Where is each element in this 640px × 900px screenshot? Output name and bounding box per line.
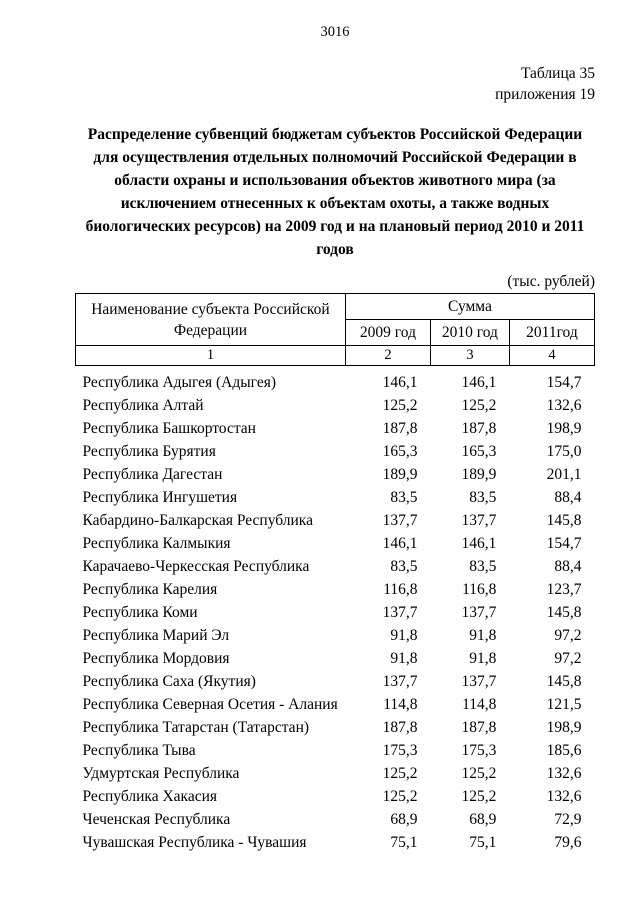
- region-name: Республика Калмыкия: [82, 535, 231, 552]
- amount-value: 145,8: [546, 604, 582, 621]
- amount-value: 198,9: [546, 719, 582, 736]
- table-row: [76, 624, 595, 647]
- amount-value: 137,7: [461, 604, 497, 621]
- table-row: [76, 509, 595, 532]
- table-row: [76, 716, 595, 739]
- table-row: [76, 463, 595, 486]
- table-row: [76, 601, 595, 624]
- region-name: Республика Карелия: [82, 581, 218, 598]
- units-note: (тыс. рублей): [507, 273, 595, 290]
- region-name: Чувашская Республика - Чувашия: [82, 834, 307, 851]
- amount-value: 185,6: [546, 742, 582, 759]
- amount-value: 132,6: [546, 765, 582, 782]
- amount-value: 175,0: [546, 443, 582, 460]
- region-name: Чеченская Республика: [82, 811, 231, 828]
- table-row: [76, 808, 595, 831]
- amount-value: 91,8: [469, 627, 497, 644]
- amount-value: 187,8: [382, 420, 418, 437]
- amount-value: 137,7: [382, 673, 418, 690]
- amount-value: 79,6: [554, 834, 582, 851]
- amount-value: 68,9: [390, 811, 418, 828]
- amount-value: 187,8: [461, 420, 497, 437]
- amount-value: 125,2: [382, 788, 418, 805]
- amount-value: 187,8: [461, 719, 497, 736]
- amount-value: 145,8: [546, 512, 582, 529]
- amount-value: 97,2: [554, 627, 582, 644]
- amount-value: 189,9: [382, 466, 418, 483]
- index-col-3: 3: [431, 346, 510, 366]
- document-title: Распределение субвенций бюджетам субъектов Российской Федерации для осуществления отдельных полномочий Российской Федерации в области охраны и использования объектов животного мира (за исключением отнесенных к объектам охоты, а также водных биологических ресурсов) на 2009 год и на плановый период 2010 и 2011 годов: [85, 126, 585, 258]
- region-name: Республика Дагестан: [82, 466, 223, 483]
- table-row: [76, 693, 595, 716]
- region-name: Республика Северная Осетия - Алания: [82, 696, 338, 713]
- amount-value: 83,5: [390, 558, 418, 575]
- table-row: [76, 394, 595, 417]
- amount-value: 137,7: [461, 512, 497, 529]
- region-name: Республика Татарстан (Татарстан): [82, 719, 310, 736]
- table-row: [76, 555, 595, 578]
- index-col-2: 2: [345, 346, 430, 366]
- region-name: Республика Башкортостан: [82, 420, 256, 437]
- region-name: Республика Мордовия: [82, 650, 230, 667]
- amount-value: 91,8: [390, 627, 418, 644]
- table-reference: [75, 63, 595, 105]
- amount-value: 137,7: [382, 604, 418, 621]
- amount-value: 125,2: [382, 765, 418, 782]
- amount-value: 137,7: [461, 673, 497, 690]
- amount-value: 88,4: [554, 558, 582, 575]
- amount-value: 132,6: [546, 397, 582, 414]
- amount-value: 146,1: [461, 535, 497, 552]
- table-row: [76, 785, 595, 808]
- region-name: Республика Хакасия: [82, 788, 218, 805]
- region-name: Республика Бурятия: [82, 443, 216, 460]
- region-name: Республика Тыва: [82, 742, 196, 759]
- table-row: [76, 440, 595, 463]
- amount-value: 125,2: [461, 765, 497, 782]
- amount-value: 146,1: [461, 374, 497, 391]
- amount-value: 165,3: [382, 443, 418, 460]
- col-header-sum: Сумма: [345, 294, 594, 320]
- amount-value: 154,7: [546, 535, 582, 552]
- amount-value: 187,8: [382, 719, 418, 736]
- amount-value: 154,7: [546, 374, 582, 391]
- amount-value: 116,8: [383, 581, 418, 598]
- amount-value: 121,5: [546, 696, 582, 713]
- amount-value: 114,8: [383, 696, 418, 713]
- amount-value: 88,4: [554, 489, 582, 506]
- region-name: Республика Коми: [82, 604, 198, 621]
- table-row: [76, 532, 595, 555]
- table-row: [76, 647, 595, 670]
- amount-value: 132,6: [546, 788, 582, 805]
- table-row: [76, 739, 595, 762]
- table-row: [76, 366, 595, 395]
- region-name: Республика Саха (Якутия): [82, 673, 256, 690]
- amount-value: 72,9: [554, 811, 582, 828]
- table-row: [76, 417, 595, 440]
- index-col-1: 1: [76, 346, 346, 366]
- amount-value: 165,3: [461, 443, 497, 460]
- annex-label: приложения 19: [495, 86, 595, 103]
- amount-value: 146,1: [382, 535, 418, 552]
- amount-value: 175,3: [461, 742, 497, 759]
- amount-value: 75,1: [469, 834, 497, 851]
- amount-value: 123,7: [546, 581, 582, 598]
- amount-value: 83,5: [469, 489, 497, 506]
- amount-value: 125,2: [461, 397, 497, 414]
- table-row: [76, 486, 595, 509]
- page-number: 3016: [320, 24, 350, 40]
- amount-value: 91,8: [390, 650, 418, 667]
- col-header-region-name: Наименование субъекта Российской Федерации: [76, 294, 346, 346]
- region-name: Карачаево-Черкесская Республика: [82, 558, 310, 575]
- table-label: Таблица 35: [520, 65, 595, 82]
- amount-value: 75,1: [390, 834, 418, 851]
- col-header-2009: 2009 год: [345, 320, 430, 346]
- region-name: Республика Ингушетия: [82, 489, 238, 506]
- amount-value: 198,9: [546, 420, 582, 437]
- amount-value: 83,5: [469, 558, 497, 575]
- table-row: [76, 762, 595, 785]
- table-header: [76, 294, 595, 366]
- subsidies-table: [75, 293, 595, 854]
- amount-value: 91,8: [469, 650, 497, 667]
- table-row: [76, 578, 595, 601]
- amount-value: 83,5: [390, 489, 418, 506]
- amount-value: 97,2: [554, 650, 582, 667]
- index-col-4: 4: [509, 346, 594, 366]
- amount-value: 137,7: [382, 512, 418, 529]
- amount-value: 116,8: [462, 581, 497, 598]
- region-name: Республика Адыгея (Адыгея): [82, 374, 276, 391]
- table-row: [76, 670, 595, 693]
- amount-value: 114,8: [462, 696, 497, 713]
- header-row-main: [76, 294, 595, 320]
- amount-value: 125,2: [461, 788, 497, 805]
- amount-value: 201,1: [546, 466, 582, 483]
- region-name: Кабардино-Балкарская Республика: [82, 512, 313, 529]
- amount-value: 125,2: [382, 397, 418, 414]
- table-row: [76, 831, 595, 854]
- col-header-2010: 2010 год: [431, 320, 510, 346]
- amount-value: 145,8: [546, 673, 582, 690]
- col-header-2011: 2011год: [509, 320, 594, 346]
- amount-value: 68,9: [469, 811, 497, 828]
- amount-value: 146,1: [382, 374, 418, 391]
- header-row-index: [76, 346, 595, 366]
- amount-value: 175,3: [382, 742, 418, 759]
- amount-value: 189,9: [461, 466, 497, 483]
- table-body: [76, 366, 595, 855]
- region-name: Республика Марий Эл: [82, 627, 230, 644]
- region-name: Удмуртская Республика: [82, 765, 240, 782]
- region-name: Республика Алтай: [82, 397, 204, 414]
